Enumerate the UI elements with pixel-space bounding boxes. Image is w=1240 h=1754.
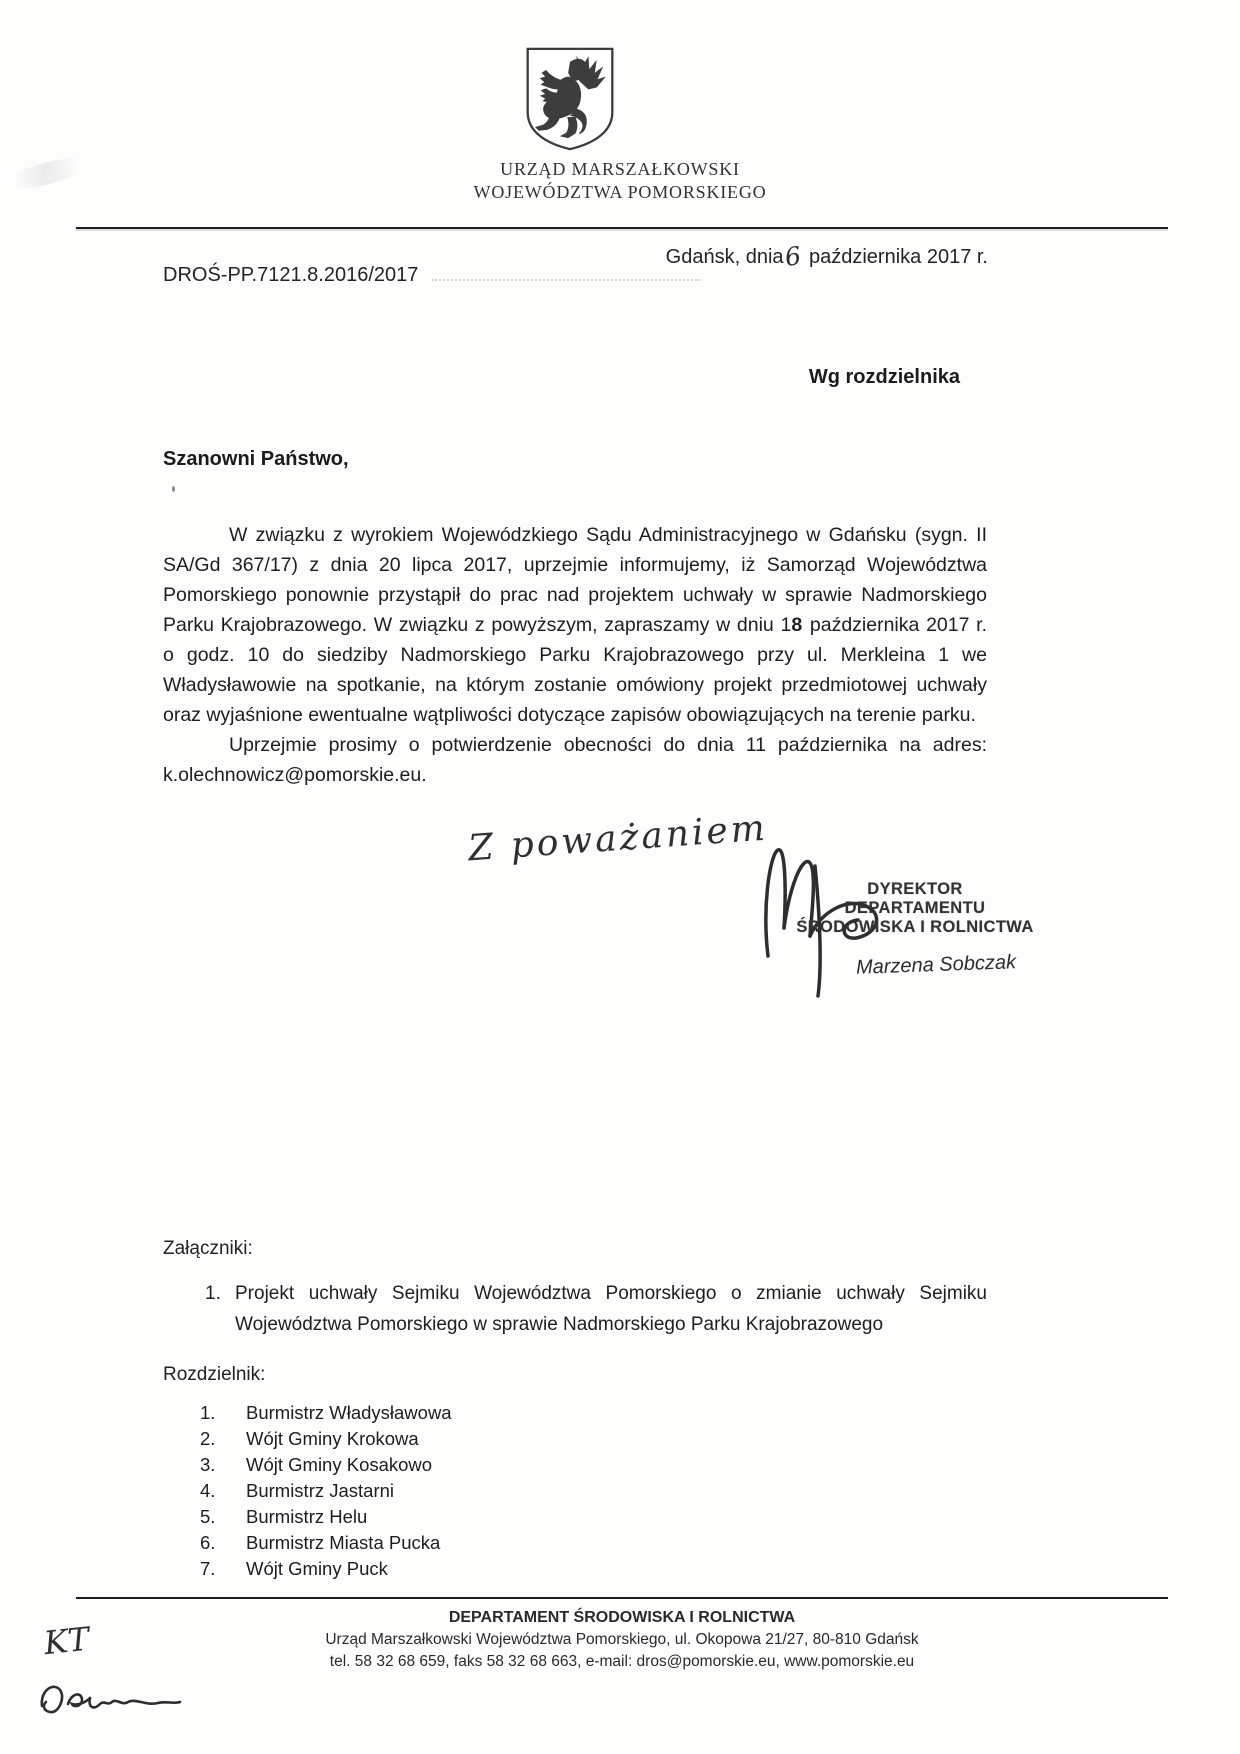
date-prefix: Gdańsk, dnia (665, 246, 784, 268)
reference-underline (432, 278, 700, 281)
stamp-line-division: ŚRODOWISKA I ROLNICTWA (796, 918, 1034, 936)
handwritten-scrawl (34, 1676, 184, 1734)
distribution-row (200, 1530, 452, 1556)
footer-department: DEPARTAMENT ŚRODOWISKA I ROLNICTWA (448, 1609, 796, 1626)
distribution-number: 3. (200, 1454, 216, 1475)
paragraph1-text-b: października 2017 r. o godz. 10 do siedziby Nadmorskiego Parku Krajobrazowego przy ul. Merkleina 1 we Władysławowie na spotkanie, na którym zostanie omówiony projekt przedmiotowej uchwały oraz wyjaśnione ewentualne wątpliwości dotyczące zapisów obowiązujących na terenie parku. (163, 614, 988, 726)
paragraph1-text-a: W związku z wyrokiem Wojewódzkiego Sądu Administracyjnego w Gdańsku (sygn. II SA/Gd 367/17) z dnia 20 lipca 2017, uprzejmie informujemy, iż Samorząd Województwa Pomorskiego ponownie przystąpił do prac nad projektem uchwały w sprawie Nadmorskiego Parku Krajobrazowego. W związku z powyższym, zapraszamy w dniu 1 (163, 524, 987, 636)
footer-divider (76, 1597, 1168, 1599)
date-suffix: października 2017 r. (808, 246, 988, 268)
distribution-recipient: Burmistrz Jastarni (246, 1480, 395, 1501)
distribution-recipient: Wójt Gminy Krokowa (246, 1428, 419, 1449)
distribution-number: 6. (200, 1532, 216, 1553)
handwritten-day: 6 (782, 240, 803, 273)
reference-line (163, 264, 700, 287)
distribution-recipient: Burmistrz Miasta Pucka (246, 1532, 441, 1553)
distribution-row (200, 1504, 452, 1530)
office-name-line1: URZĄD MARSZAŁKOWSKI (500, 159, 740, 179)
distribution-row (200, 1478, 452, 1504)
distribution-list (200, 1400, 452, 1582)
paragraph1-day-correction: 8 (791, 614, 804, 636)
distribution-number: 5. (200, 1506, 216, 1527)
distribution-note: Wg rozdzielnika (808, 366, 960, 388)
footer (76, 1606, 1168, 1673)
attachment-number: 1. (205, 1283, 221, 1304)
footer-contact: tel. 58 32 68 659, faks 58 32 68 663, e-mail: dros@pomorskie.eu, www.pomorskie.eu (329, 1653, 915, 1670)
attachment-text: Projekt uchwały Sejmiku Województwa Pomorskiego o zmianie uchwały Sejmiku Województwa Pomorskiego w sprawie Nadmorskiego Parku Krajobrazowego (235, 1283, 987, 1335)
signatory-name: Marzena Sobczak (855, 951, 1017, 979)
office-name (0, 158, 1240, 204)
distribution-recipient: Burmistrz Helu (246, 1506, 368, 1527)
coat-of-arms-icon (524, 46, 616, 152)
stamp-line-department: DEPARTAMENTU (844, 899, 986, 917)
distribution-row (200, 1400, 452, 1426)
header-divider (76, 227, 1168, 229)
footer-address: Urząd Marszałkowski Województwa Pomorskiego, ul. Okopowa 21/27, 80-810 Gdańsk (325, 1631, 919, 1648)
attachment-item (205, 1278, 987, 1340)
distribution-row (200, 1426, 452, 1452)
scan-speck (172, 486, 175, 492)
attachments-label: Załączniki: (163, 1238, 253, 1259)
distribution-row (200, 1452, 452, 1478)
handwritten-initials: KT (42, 1619, 92, 1663)
salutation: Szanowni Państwo, (163, 448, 349, 470)
distribution-number: 2. (200, 1428, 216, 1449)
distribution-recipient: Burmistrz Władysławowa (246, 1402, 452, 1423)
distribution-recipient: Wójt Gminy Puck (246, 1558, 388, 1579)
distribution-number: 4. (200, 1480, 216, 1501)
body-paragraph-1 (163, 520, 987, 730)
distribution-number: 1. (200, 1402, 216, 1423)
stamp-line-title: DYREKTOR (867, 880, 963, 898)
office-name-line2: WOJEWÓDZTWA POMORSKIEGO (473, 182, 767, 202)
distribution-recipient: Wójt Gminy Kosakowo (246, 1454, 433, 1475)
distribution-row (200, 1556, 452, 1582)
body-paragraph-2: Uprzejmie prosimy o potwierdzenie obecności do dnia 11 października na adres: k.olechnowicz@pomorskie.eu. (163, 734, 987, 786)
director-stamp (788, 880, 1042, 937)
letter-body (163, 520, 987, 790)
handwritten-closing: Z poważaniem (466, 807, 770, 870)
reference-number: DROŚ-PP.7121.8.2016/2017 (163, 264, 419, 286)
distribution-number: 7. (200, 1558, 216, 1579)
distribution-label: Rozdzielnik: (163, 1364, 266, 1385)
